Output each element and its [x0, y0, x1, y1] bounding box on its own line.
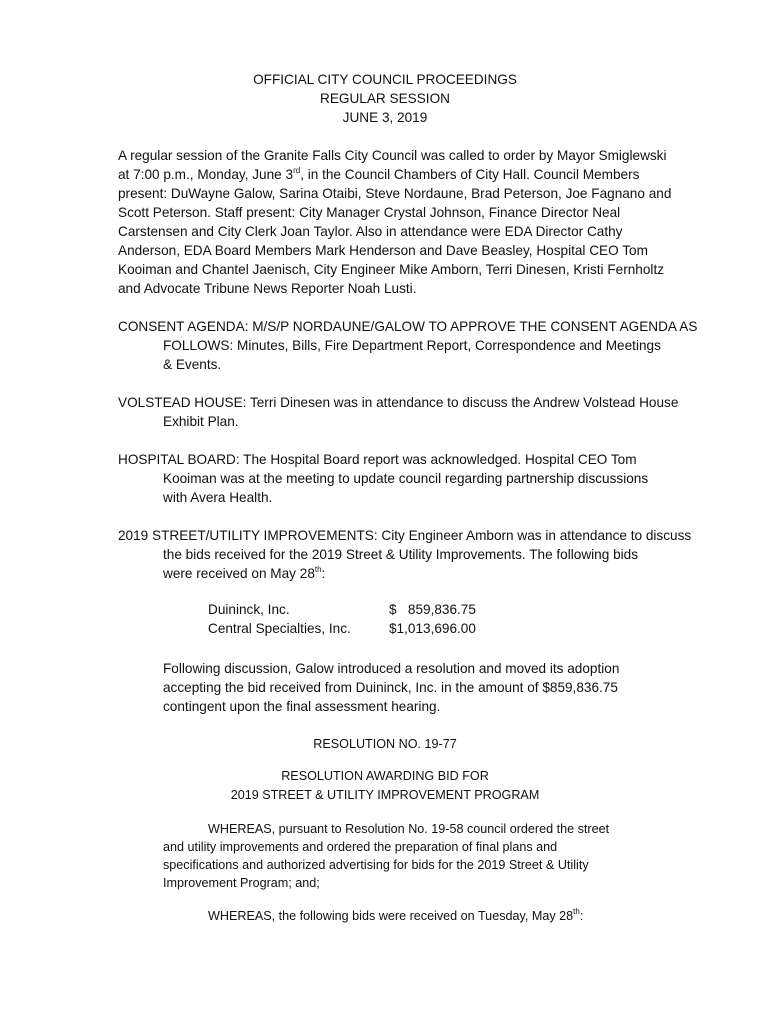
intro-line: present: DuWayne Galow, Sarina Otaibi, Steve Nordaune, Brad Peterson, Joe Fagnano and: [118, 186, 672, 201]
street-line: 2019 STREET/UTILITY IMPROVEMENTS: City Engineer Amborn was in attendance to discuss: [118, 528, 692, 543]
intro-line: Scott Peterson. Staff present: City Manager Crystal Johnson, Finance Director Neal: [118, 205, 621, 220]
consent-line: & Events.: [163, 357, 222, 372]
volstead-line: Exhibit Plan.: [163, 414, 239, 429]
intro-line: at 7:00 p.m., Monday, June 3rd, in the Council Chambers of City Hall. Council Members: [118, 166, 640, 182]
street-line: Following discussion, Galow introduced a resolution and moved its adoption: [163, 661, 620, 676]
intro-line: Carstensen and City Clerk Joan Taylor. Also in attendance were EDA Director Cathy: [118, 224, 623, 239]
street-line: contingent upon the final assessment hearing.: [163, 699, 441, 714]
street-line: the bids received for the 2019 Street & Utility Improvements. The following bids: [163, 547, 639, 562]
intro-line: Anderson, EDA Board Members Mark Henderson and Dave Beasley, Hospital CEO Tom: [118, 243, 648, 258]
street-line: accepting the bid received from Duininck, Inc. in the amount of $859,836.75: [163, 680, 618, 695]
bid-name: Duininck, Inc.: [208, 602, 290, 617]
hospital-line: Kooiman was at the meeting to update council regarding partnership discussions: [163, 471, 649, 486]
intro-line: Kooiman and Chantel Jaenisch, City Engineer Mike Amborn, Terri Dinesen, Kristi Fernholtz: [118, 262, 665, 277]
resolution-line: and utility improvements and ordered the preparation of final plans and: [163, 840, 558, 854]
doc-session: REGULAR SESSION: [320, 91, 450, 106]
resolution-line: Improvement Program; and;: [163, 876, 320, 890]
resolution-line: WHEREAS, pursuant to Resolution No. 19-58 council ordered the street: [208, 822, 610, 836]
hospital-line: HOSPITAL BOARD: The Hospital Board report was acknowledged. Hospital CEO Tom: [118, 452, 637, 467]
consent-line: FOLLOWS: Minutes, Bills, Fire Department Report, Correspondence and Meetings: [163, 338, 661, 353]
doc-date: JUNE 3, 2019: [342, 110, 428, 125]
intro-line: A regular session of the Granite Falls City Council was called to order by Mayor Smiglewski: [118, 148, 667, 163]
intro-line: and Advocate Tribune News Reporter Noah Lusti.: [118, 281, 417, 296]
bid-amount: $ 859,836.75: [389, 602, 476, 617]
bid-amount: $1,013,696.00: [389, 621, 476, 636]
resolution-title: RESOLUTION AWARDING BID FOR: [281, 769, 489, 783]
street-line: were received on May 28th:: [163, 565, 326, 581]
volstead-line: VOLSTEAD HOUSE: Terri Dinesen was in attendance to discuss the Andrew Volstead House: [118, 395, 679, 410]
hospital-line: with Avera Health.: [163, 490, 273, 505]
resolution-number: RESOLUTION NO. 19-77: [313, 737, 457, 751]
bid-name: Central Specialties, Inc.: [208, 621, 351, 636]
consent-line: CONSENT AGENDA: M/S/P NORDAUNE/GALOW TO APPROVE THE CONSENT AGENDA AS: [118, 319, 698, 334]
resolution-line: WHEREAS, the following bids were received on Tuesday, May 28th:: [208, 907, 584, 923]
resolution-title: 2019 STREET & UTILITY IMPROVEMENT PROGRAM: [230, 788, 540, 802]
resolution-line: specifications and authorized advertising for bids for the 2019 Street & Utility: [163, 858, 589, 872]
doc-title: OFFICIAL CITY COUNCIL PROCEEDINGS: [253, 72, 517, 87]
